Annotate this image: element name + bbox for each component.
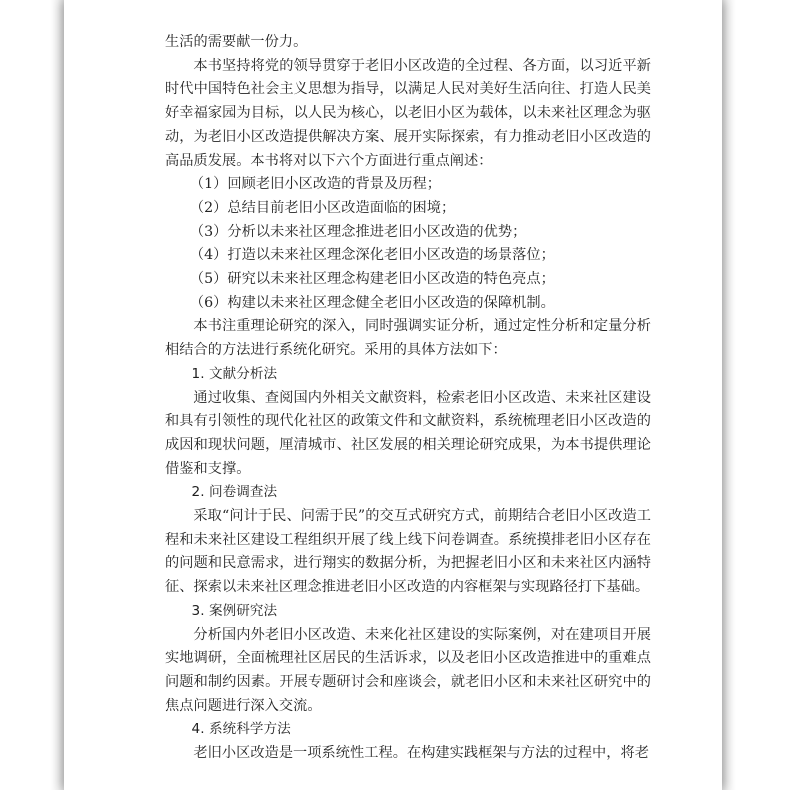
list-item: （3）分析以未来社区理念推进老旧小区改造的优势； (189, 223, 527, 240)
list-item: （1）回顾老旧小区改造的背景及历程； (189, 176, 441, 193)
section-heading: 2. 问卷调查法 (191, 484, 278, 501)
page-shadow-right (722, 0, 736, 790)
section-heading: 4. 系统科学方法 (191, 721, 291, 738)
list-item: （4）打造以未来社区理念深化老旧小区改造的场景落位； (189, 247, 555, 264)
document-page (64, 0, 722, 790)
list-item: （6）构建以未来社区理念健全老旧小区改造的保障机制。 (189, 294, 555, 311)
body-paragraph: 采取“问计于民、问需于民”的交互式研究方式，前期结合老旧小区改造工程和未来社区建设工程组织开展了线上线下问卷调查。系统摸排老旧小区存在的问题和民意需求，进行翔实的数据分析，为把握老旧小区和未来社区内涵特征、探索以未来社区理念推进老旧小区改造的内容框架与实现路径打下基础。 (165, 508, 651, 596)
intro-paragraph: 本书坚持将党的领导贯穿于老旧小区改造的全过程、各方面，以习近平新时代中国特色社会主义思想为指导，以满足人民对美好生活向往、打造人民美好幸福家园为目标，以人民为核心，以老旧小区为载体，以未来社区理念为驱动，为老旧小区改造提供解决方案、展开实际探索，有力推动老旧小区改造的高品质发展。本书将对以下六个方面进行重点阐述： (165, 57, 651, 169)
body-paragraph: 通过收集、查阅国内外相关文献资料，检索老旧小区改造、未来社区建设和具有引领性的现代化社区的政策文件和文献资料，系统梳理老旧小区改造的成因和现状问题，厘清城市、社区发展的相关理论研究成果，为本书提供理论借鉴和支撑。 (165, 389, 651, 477)
page-shadow-left (50, 0, 64, 790)
continuation-text: 生活的需要献一份力。 (165, 34, 308, 50)
body-paragraph: 分析国内外老旧小区改造、未来化社区建设的实际案例，对在建项目开展实地调研，全面梳理社区居民的生活诉求，以及老旧小区改造推进中的重难点问题和制约因素。开展专题研讨会和座谈会，就老旧小区和未来社区研究中的焦点问题进行深入交流。 (165, 626, 651, 714)
list-item: （5）研究以未来社区理念构建老旧小区改造的特色亮点； (189, 271, 555, 288)
list-item: （2）总结目前老旧小区改造面临的困境； (189, 199, 456, 216)
section-heading: 1. 文献分析法 (191, 365, 278, 382)
methods-intro-paragraph: 本书注重理论研究的深入，同时强调实证分析，通过定性分析和定量分析相结合的方法进行系统化研究。采用的具体方法如下： (165, 318, 651, 359)
section-heading: 3. 案例研究法 (191, 602, 278, 619)
body-paragraph: 老旧小区改造是一项系统性工程。在构建实践框架与方法的过程中，将老 (193, 745, 649, 762)
page-content (165, 31, 651, 766)
